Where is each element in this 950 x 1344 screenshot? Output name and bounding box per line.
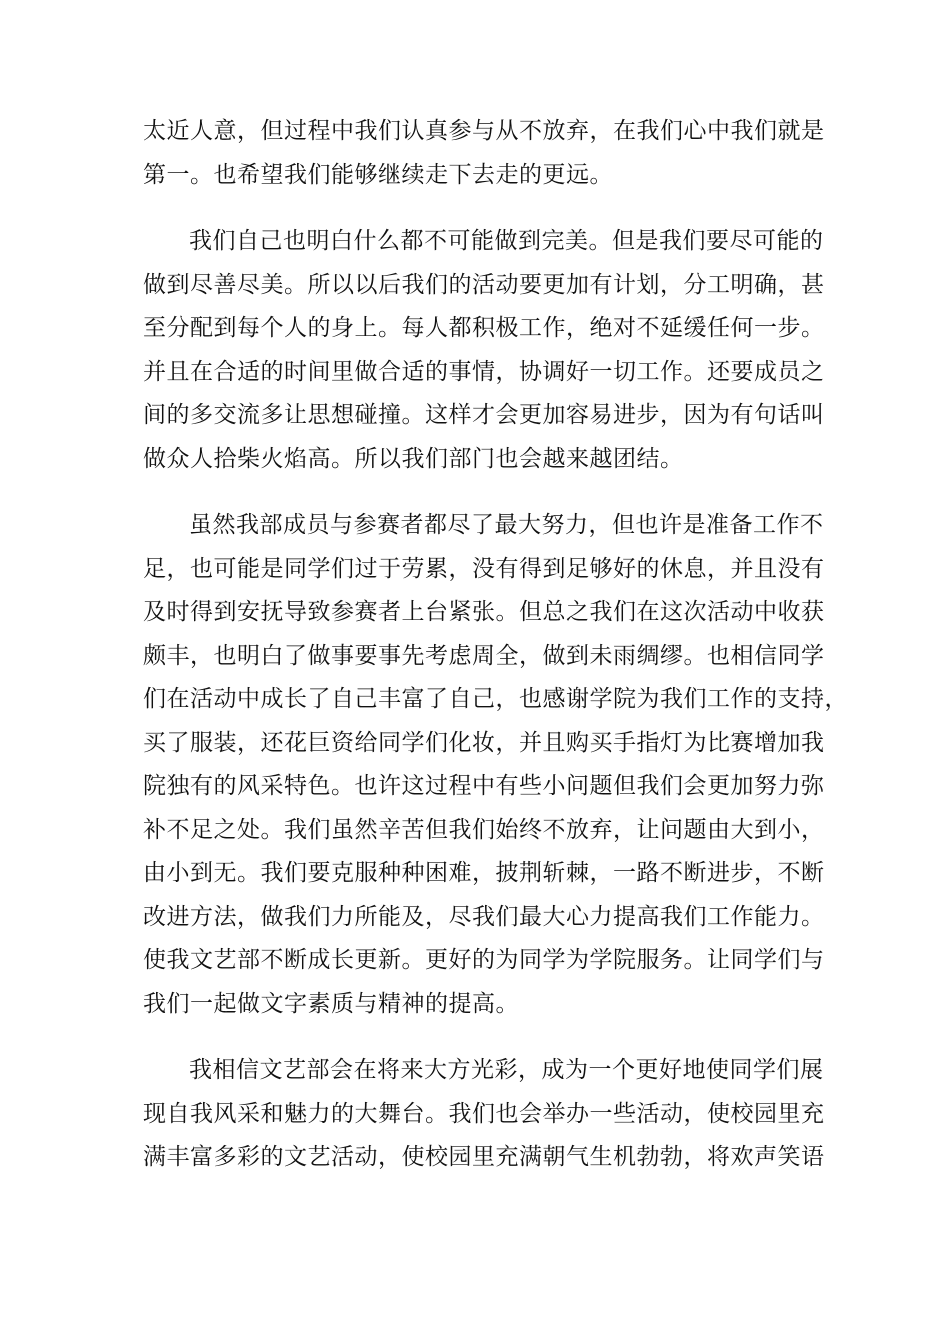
body-text: [143, 110, 848, 1203]
text-line: 及时得到安抚导致参赛者上台紧张。但总之我们在这次活动中收获: [143, 599, 825, 625]
text-line: 补不足之处。我们虽然辛苦但我们始终不放弃，让问题由大到小，: [143, 816, 825, 843]
text-line: 做到尽善尽美。所以以后我们的活动要更加有计划，分工明确，甚: [143, 271, 825, 298]
text-line: 第一。也希望我们能够继续走下去走的更远。: [143, 161, 613, 188]
text-line: 虽然我部成员与参赛者都尽了最大努力，但也许是准备工作不: [189, 512, 824, 538]
paragraph-1: [143, 110, 825, 197]
paragraph-4: [143, 1049, 825, 1180]
text-line: 至分配到每个人的身上。每人都积极工作，绝对不延缓任何一步。: [143, 315, 825, 341]
text-line: 我们自己也明白什么都不可能做到完美。但是我们要尽可能的: [189, 228, 824, 254]
text-line: 改进方法，做我们力所能及，尽我们最大心力提高我们工作能力。: [143, 903, 825, 930]
text-line: 我们一起做文字素质与精神的提高。: [143, 990, 519, 1017]
paragraph-3: [143, 504, 848, 1026]
text-line: 颇丰，也明白了做事要事先考虑周全，做到未雨绸缪。也相信同学: [143, 642, 825, 669]
text-line: 并且在合适的时间里做合适的事情，协调好一切工作。还要成员之: [143, 358, 825, 385]
text-line: 做众人拾柴火焰高。所以我们部门也会越来越团结。: [143, 445, 684, 472]
text-line: 太近人意，但过程中我们认真参与从不放弃，在我们心中我们就是: [143, 118, 825, 144]
text-line: 们在活动中成长了自己丰富了自己，也感谢学院为我们工作的支持，: [143, 686, 848, 712]
text-line: 间的多交流多让思想碰撞。这样才会更加容易进步，因为有句话叫: [143, 402, 825, 428]
text-line: 我相信文艺部会在将来大方光彩，成为一个更好地使同学们展: [189, 1057, 824, 1083]
text-line: 使我文艺部不断成长更新。更好的为同学为学院服务。让同学们与: [143, 947, 825, 973]
text-line: 足，也可能是同学们过于劳累，没有得到足够好的休息，并且没有: [143, 555, 825, 582]
text-line: 买了服装，还花巨资给同学们化妆，并且购买手指灯为比赛增加我: [143, 729, 825, 756]
text-line: 院独有的风采特色。也许这过程中有些小问题但我们会更加努力弥: [143, 773, 825, 799]
paragraph-2: [143, 220, 825, 481]
text-line: 由小到无。我们要克服种种困难，披荆斩棘，一路不断进步，不断: [143, 860, 825, 886]
text-line: 满丰富多彩的文艺活动，使校园里充满朝气生机勃勃，将欢声笑语: [143, 1144, 825, 1170]
text-line: 现自我风采和魅力的大舞台。我们也会举办一些活动，使校园里充: [143, 1100, 825, 1127]
